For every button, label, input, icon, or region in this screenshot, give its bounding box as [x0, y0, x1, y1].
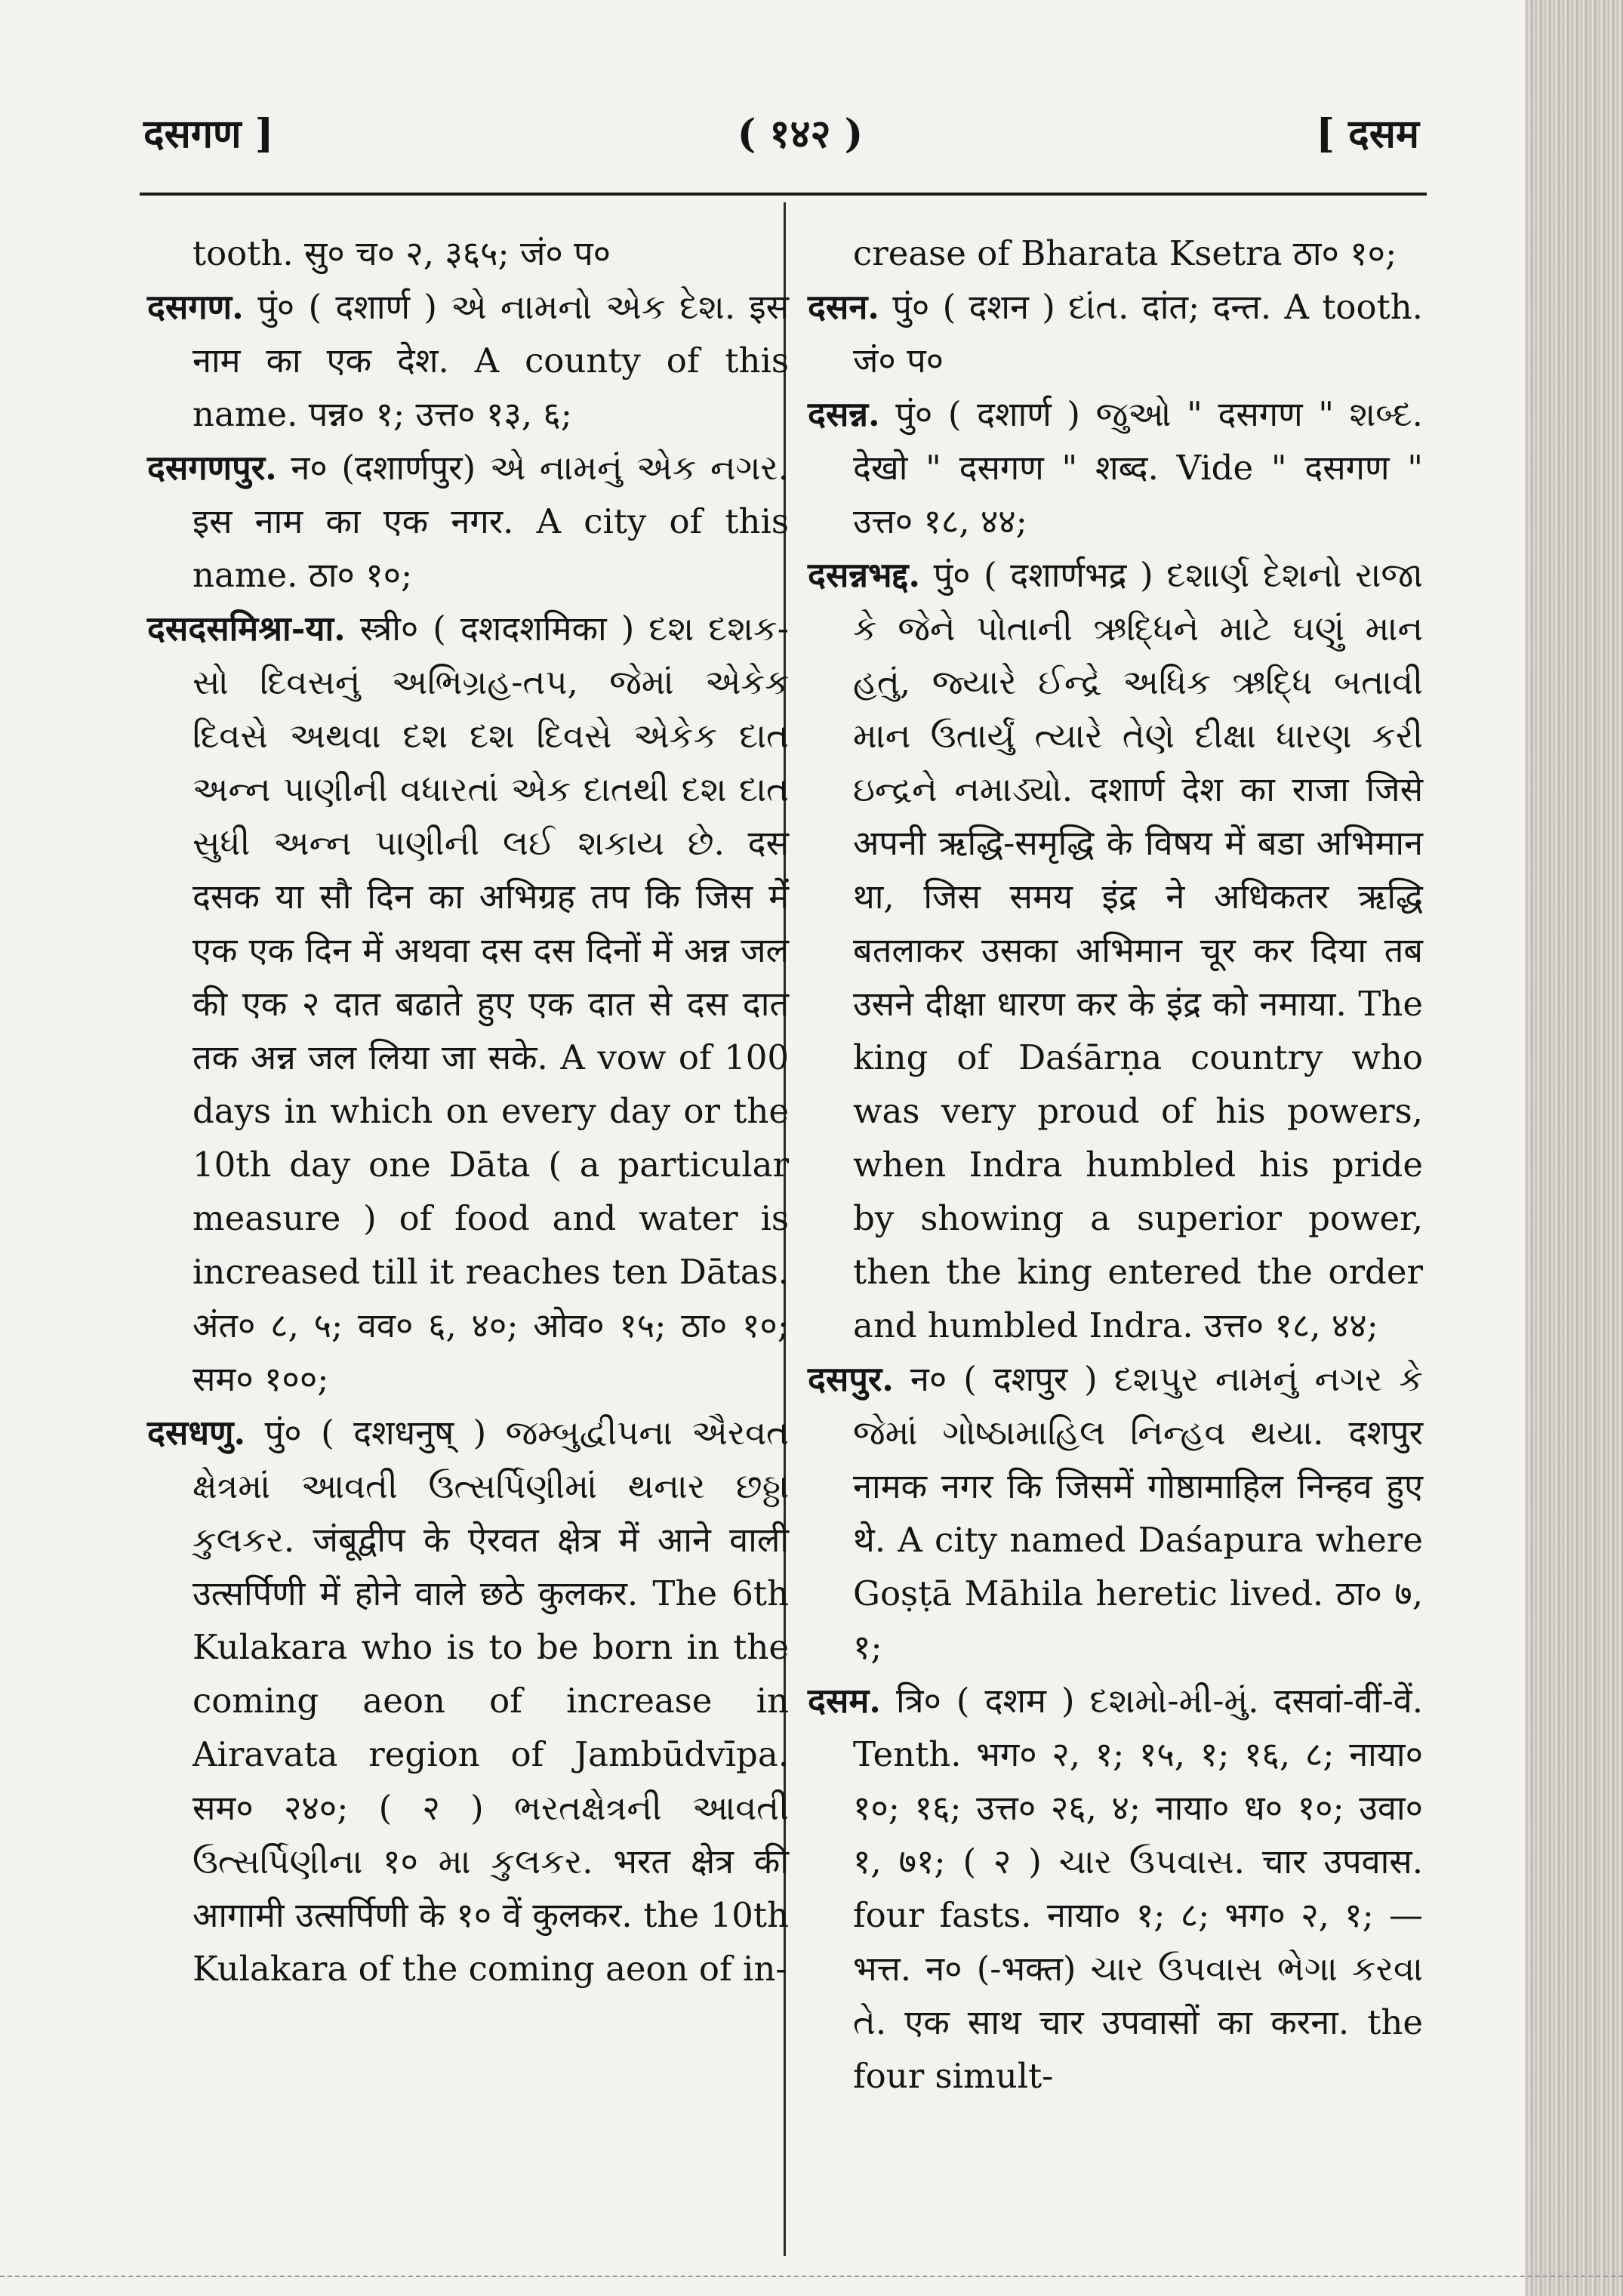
headword: दसगणपुर.	[147, 448, 277, 488]
headword: दसन्नभद्द.	[808, 555, 921, 595]
definition: पुं० ( दशार्ण ) એ નામનો એક દેશ. इस नाम का एक देश. A county of this name. पन्न० १; उत्त० १३, ६;	[192, 287, 789, 434]
header-right-guide-word: [ दसम	[1316, 111, 1419, 157]
left-column	[147, 227, 789, 1996]
definition: स्त्री० ( दशदशमिका ) દશ દશક-સો દિવસનું અભિગ્રહ-તપ, જેમાં એકેક દિવસે અથવા દશ દશ દિવસે એકેક દાત અન્ન પાણીની વધારતાં એક દાતથી દશ દાત સુધી અન્ન પાણીની લઈ શકાય છે. दस दसक या सौ दिन का अभिग्रह तप कि जिस में एक एक दिन में अथवा दस दस दिनों में अन्न जल की एक २ दात बढाते हुए एक दात से दस दात तक अन्न जल लिया जा सके. A vow of 100 days in which on every day or the 10th day one Dāta ( a particular measure ) of food and water is increased till it reaches ten Dātas. अंत० ८, ५; वव० ६, ४०; ओव० १५; ठा० १०; सम० १००;	[192, 609, 789, 1399]
entry	[808, 387, 1423, 548]
headword: दसधणु.	[147, 1413, 246, 1453]
continuation-text: crease of Bharata Ksetra ठा० १०;	[853, 233, 1397, 273]
book-spine-shadow	[1525, 0, 1623, 2296]
entry	[808, 280, 1423, 387]
headword: दसदसमिश्रा-या.	[147, 609, 346, 649]
definition: त्रि० ( दशम ) દશમો-મી-મું. दसवां-वीं-वें. Tenth. भग० २, १; १५, १; १६, ८; नाया० १०; १६; उत्त० २६, ४; नाया० ध० १०; उवा० १, ७१; ( २ ) ચાર ઉપવાસ. चार उपवास. four fasts. नाया० १; ८; भग० २, १; —भत्त. न० (-भक्त) ચાર ઉપવાસ ભેગા કરવા તે. एक साथ चार उपवासों का करना. the four simult-	[853, 1681, 1423, 2096]
page-number: ( १४२ )	[737, 111, 864, 157]
header-rule	[140, 193, 1427, 196]
definition: पुं० ( दशार्णभद्र ) દશાર્ણ દેશનો રાજા કે જેને પોતાની ઋદ્ધિને માટે ઘણું માન હતું, જ્યારે ઈન્દ્રે અધિક ઋદ્ધિ બતાવી માન ઉતાર્યું ત્યારે તેણે દીક્ષા ધારણ કરી ઇન્દ્રને નમાડ્યો. दशार्ण देश का राजा जिसे अपनी ऋद्धि-समृद्धि के विषय में बडा अभिमान था, जिस समय इंद्र ने अधिकतर ऋद्धि बतलाकर उसका अभिमान चूर कर दिया तब उसने दीक्षा धारण कर के इंद्र को नमाया. The king of Daśārṇa country who was very proud of his powers, when Indra humbled his pride by showing a superior power, then the king entered the order and humbled Indra. उत्त० १८, ४४;	[853, 555, 1423, 1345]
headword: दसपुर.	[808, 1359, 894, 1399]
entry	[147, 280, 789, 441]
page-header	[143, 106, 1419, 166]
headword: दसन.	[808, 287, 879, 327]
entry	[808, 1352, 1423, 1674]
entry	[147, 441, 789, 602]
definition: पुं० ( दशधनुष् ) જમ્બુદ્વીપના ઐરવત ક્ષેત્રમાં આવતી ઉત્સર્પિણીમાં થનાર છઠ્ઠા કુલકર. जंबूद्वीप के ऐरवत क्षेत्र में आने वाली उत्सर्पिणी में होने वाले छठे कुलकर. The 6th Kulakara who is to be born in the coming aeon of increase in Airavata region of Jambūdvīpa. सम० २४०; ( २ ) ભરતક્ષેત્રની આવતી ઉત્સર્પિણીના १० મા કુલકર. भरत क्षेत्र की आगामी उत्सर्पिणी के १० वें कुलकर. the 10th Kulakara of the coming aeon of in-	[192, 1413, 789, 1989]
definition: पुं० ( दशार्ण ) જુઓ " दसगण " શબ્દ. देखो " दसगण " शब्द. Vide " दसगण " उत्त० १८, ४४;	[853, 394, 1423, 541]
right-column	[808, 227, 1423, 2103]
entry	[147, 602, 789, 1406]
header-left-guide-word: दसगण ]	[143, 111, 274, 157]
continuation-text: tooth. सु० च० २, ३६५; जं० प०	[192, 233, 611, 273]
entry	[808, 548, 1423, 1352]
entry	[147, 1406, 789, 1996]
headword: दसम.	[808, 1681, 881, 1721]
headword: दसगण.	[147, 287, 244, 327]
definition: पुं० ( दशन ) દાંત. दांत; दन्त. A tooth. जं० प०	[853, 287, 1423, 381]
headword: दसन्न.	[808, 394, 880, 434]
entry	[808, 1674, 1423, 2103]
definition: न० ( दशपुर ) દશપુર નામનું નગર કે જેમાં ગોષ્ઠામાહિલ નિન્હવ થયા. दशपुर नामक नगर कि जिसमें गोष्ठामाहिल निन्हव हुए थे. A city named Daśapura where Goṣṭā Māhila heretic lived. ठा० ७, १;	[853, 1359, 1424, 1667]
page-bottom-edge	[0, 2276, 1623, 2277]
definition: न० (दशार्णपुर) એ નામનું એક નગર. इस नाम का एक नगर. A city of this name. ठा० १०;	[192, 448, 789, 595]
